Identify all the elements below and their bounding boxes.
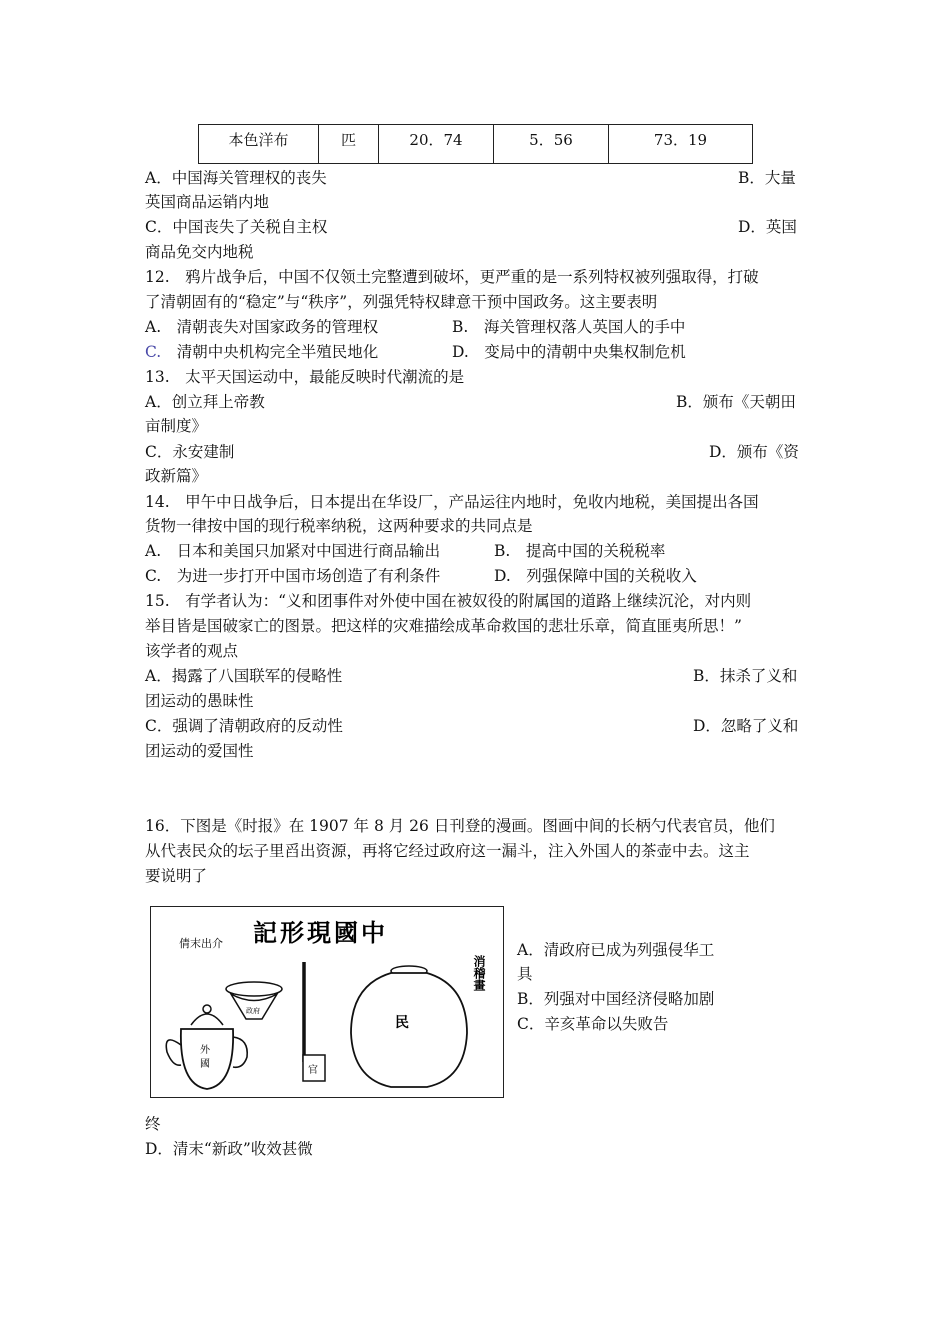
q12-option-d: D. 变局中的清朝中央集权制危机 — [452, 343, 686, 361]
q15-stem-cont2: 该学者的观点 — [145, 642, 239, 660]
q11-option-d: D．英国 — [738, 218, 797, 236]
q13-option-d: D．颁布《资 — [709, 443, 799, 461]
q11-option-b: B．大量 — [738, 169, 796, 187]
q16-option-d: D．清末“新政”收效甚微 — [145, 1140, 313, 1158]
cartoon-drawing — [151, 907, 503, 1097]
q11-option-b-cont: 英国商品运销内地 — [145, 193, 270, 211]
q15-option-b-cont: 团运动的愚昧性 — [145, 692, 254, 710]
q14-stem-cont: 货物一律按中国的现行税率纳税，这两种要求的共同点是 — [145, 517, 533, 535]
funnel-icon — [226, 982, 282, 1019]
q13-stem: 13. 太平天国运动中，最能反映时代潮流的是 — [145, 368, 465, 386]
q13-option-a: A．创立拜上帝教 — [145, 393, 265, 411]
q15-option-b: B．抹杀了义和 — [693, 667, 798, 685]
q16-option-b: B．列强对中国经济侵略加剧 — [517, 990, 715, 1008]
ladle-label: 官 — [308, 1065, 318, 1076]
cartoon-image — [150, 906, 504, 1098]
q12-option-c-text: 清朝中央机构完全半殖民地化 — [161, 343, 379, 361]
q14-stem: 14. 甲午中日战争后，日本提出在华设厂，产品运往内地时，免收内地税，美国提出各国 — [145, 493, 759, 511]
table-cell: 5．56 — [494, 125, 609, 164]
q14-option-d: D. 列强保障中国的关税收入 — [494, 567, 697, 585]
q16-option-a-cont: 具 — [517, 965, 533, 983]
teapot-label-2: 國 — [200, 1059, 210, 1070]
q16-option-c-cont: 终 — [145, 1115, 161, 1133]
goods-table — [198, 124, 753, 164]
cartoon-author: 倩末出介 — [179, 937, 223, 950]
q15-option-a: A．揭露了八国联军的侵略性 — [145, 667, 343, 685]
q15-stem-cont: 举目皆是国破家亡的图景。把这样的灾难描绘成革命救国的悲壮乐章，简直匪夷所思！” — [145, 617, 742, 635]
q12-option-c-letter: C. — [145, 343, 162, 361]
q16-stem-cont2: 要说明了 — [145, 867, 208, 885]
q16-stem: 16．下图是《时报》在 1907 年 8 月 26 日刊登的漫画。图画中间的长柄勺代表官员，他们 — [145, 817, 775, 835]
q12-option-b: B. 海关管理权落人英国人的手中 — [452, 318, 686, 336]
q14-option-a: A. 日本和美国只加紧对中国进行商品输出 — [145, 542, 441, 560]
table-cell: 20．74 — [379, 125, 494, 164]
q15-option-d: D．忽略了义和 — [693, 717, 799, 735]
ladle-icon — [303, 962, 325, 1081]
jar-label: 民 — [395, 1015, 409, 1031]
table-cell: 73．19 — [609, 125, 753, 164]
q13-option-d-cont: 政新篇》 — [145, 467, 208, 485]
q16-option-c: C．辛亥革命以失败告 — [517, 1015, 669, 1033]
q16-option-a: A．清政府已成为列强侵华工 — [517, 941, 715, 959]
q13-option-c: C．永安建制 — [145, 443, 235, 461]
cartoon-title: 記形現國中 — [253, 918, 388, 947]
q13-option-b-cont: 亩制度》 — [145, 417, 208, 435]
q13-option-b: B．颁布《天朝田 — [676, 393, 796, 411]
teapot-icon — [166, 1005, 247, 1089]
jar-icon — [351, 966, 467, 1087]
q11-option-c: C．中国丧失了关税自主权 — [145, 218, 328, 236]
q12-option-c — [145, 340, 378, 364]
funnel-label: 政府 — [246, 1007, 260, 1015]
q14-option-b: B. 提高中国的关税税率 — [494, 542, 666, 560]
q15-option-d-cont: 团运动的爱国性 — [145, 742, 254, 760]
q12-stem: 12. 鸦片战争后，中国不仅领土完整遭到破坏，更严重的是一系列特权被列强取得，打破 — [145, 268, 759, 286]
q11-option-d-cont: 商品免交内地税 — [145, 243, 254, 261]
table-cell: 本色洋布 — [199, 125, 319, 164]
q12-option-a: A. 清朝丧失对国家政务的管理权 — [145, 318, 379, 336]
q15-option-c: C．强调了清朝政府的反动性 — [145, 717, 343, 735]
q11-option-a: A．中国海关管理权的丧失 — [145, 169, 327, 187]
q12-stem-cont: 了清朝固有的“稳定”与“秩序”，列强凭特权肆意干预中国政务。这主要表明 — [145, 293, 658, 311]
teapot-label-1: 外 — [200, 1045, 210, 1056]
q15-stem: 15. 有学者认为：“义和团事件对外使中国在被奴役的附属国的道路上继续沉沦，对内则 — [145, 592, 752, 610]
cartoon-side-text: 消稽畫 — [472, 955, 486, 991]
table-row — [199, 125, 753, 164]
table-cell: 匹 — [319, 125, 379, 164]
q16-stem-cont: 从代表民众的坛子里舀出资源，再将它经过政府这一漏斗，注入外国人的茶壶中去。这主 — [145, 842, 750, 860]
q14-option-c: C. 为进一步打开中国市场创造了有利条件 — [145, 567, 441, 585]
